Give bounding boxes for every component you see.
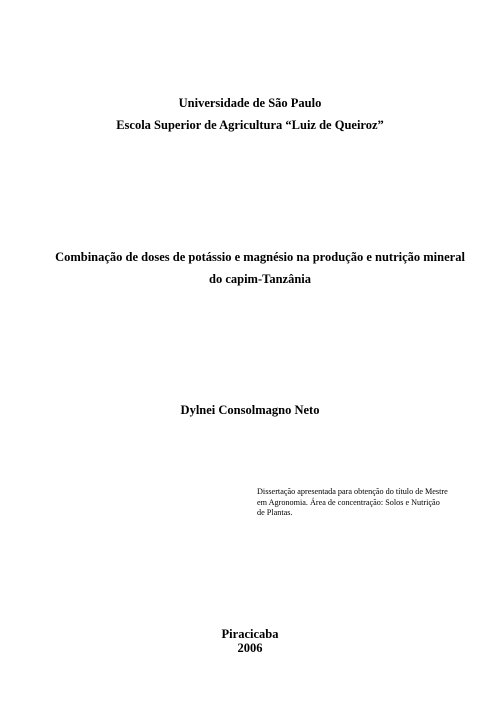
university-name: Universidade de São Paulo (178, 96, 322, 110)
thesis-title-line-2: do capim-Tanzânia (209, 272, 311, 286)
year: 2006 (237, 641, 263, 655)
city: Piracicaba (221, 627, 279, 641)
place-and-date (0, 627, 500, 655)
institution-block (0, 92, 500, 136)
dissertation-note-line-1: Dissertação apresentada para obtenção do título de Mestre (257, 487, 448, 496)
school-name: Escola Superior de Agricultura “Luiz de Queiroz” (116, 118, 384, 132)
dissertation-note (257, 487, 463, 519)
thesis-title (50, 246, 470, 290)
dissertation-note-line-3: de Plantas. (257, 508, 293, 517)
author-name: Dylnei Consolmagno Neto (180, 403, 320, 417)
dissertation-note-line-2: em Agronomia. Área de concentração: Solos e Nutrição (257, 497, 440, 507)
thesis-title-line-1: Combinação de doses de potássio e magnésio na produção e nutrição mineral (55, 250, 465, 264)
